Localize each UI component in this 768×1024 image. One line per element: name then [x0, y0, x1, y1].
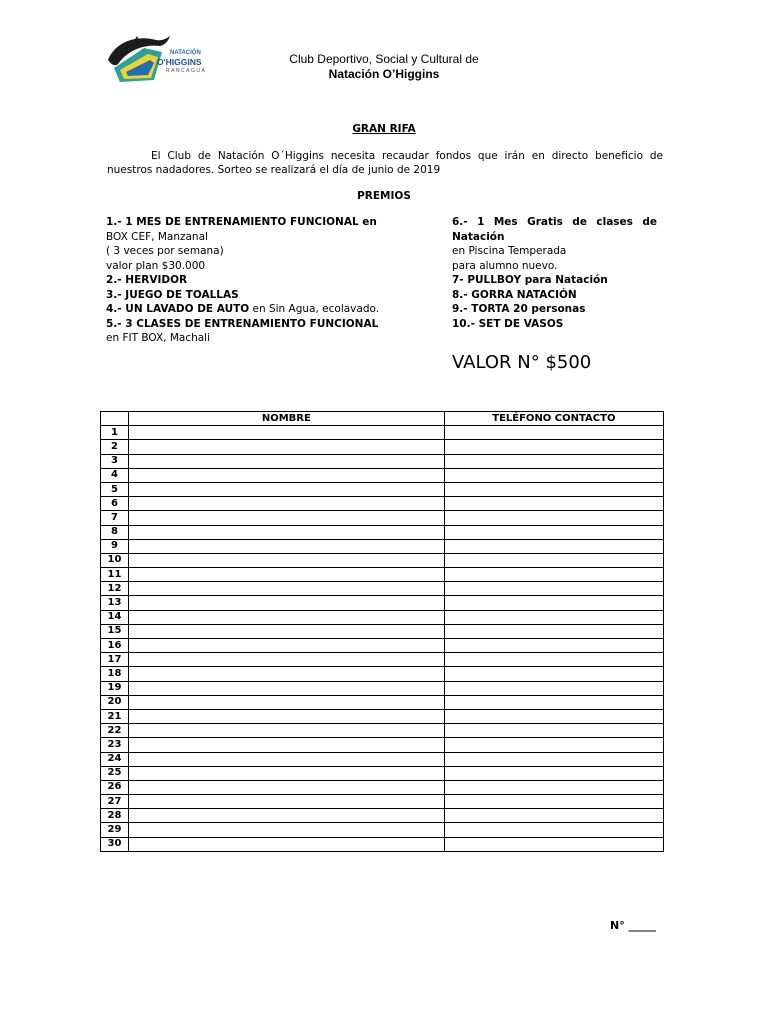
- intro-paragraph: El Club de Natación O´Higgins necesita recaudar fondos que irán en directo beneficio de nuestros nadadores. Sorteo se realizará el día de junio de 2019: [107, 150, 663, 176]
- table-row: [101, 681, 664, 695]
- logo-text-ohiggins: O'HIGGINS: [157, 57, 202, 67]
- logo-text-rancagua: RANCAGUA: [166, 68, 207, 74]
- name-cell[interactable]: [128, 724, 444, 738]
- prize-left-item: [106, 215, 396, 230]
- row-number: 21: [101, 709, 129, 723]
- prize-right-item-text: en Piscina Temperada: [452, 245, 567, 257]
- header-line-1: Club Deportivo, Social y Cultural de: [289, 52, 479, 66]
- table-row: [101, 553, 664, 567]
- table-row: [101, 809, 664, 823]
- prizes-right-column: [452, 215, 657, 331]
- phone-cell[interactable]: [444, 539, 663, 553]
- prize-left-item: [106, 259, 396, 274]
- row-number: 13: [101, 596, 129, 610]
- prize-right-item-text: 9.- TORTA 20 personas: [452, 303, 586, 315]
- name-cell[interactable]: [128, 823, 444, 837]
- name-cell[interactable]: [128, 780, 444, 794]
- table-header-row: [101, 412, 664, 426]
- phone-cell[interactable]: [444, 468, 663, 482]
- row-number: 28: [101, 809, 129, 823]
- phone-cell[interactable]: [444, 738, 663, 752]
- phone-cell[interactable]: [444, 667, 663, 681]
- row-number: 22: [101, 724, 129, 738]
- phone-cell[interactable]: [444, 525, 663, 539]
- phone-cell[interactable]: [444, 553, 663, 567]
- name-cell[interactable]: [128, 582, 444, 596]
- prize-right-item-text: 8.- GORRA NATACIÓN: [452, 288, 577, 301]
- phone-cell[interactable]: [444, 596, 663, 610]
- prizes-heading: PREMIOS: [357, 190, 411, 202]
- table-row: [101, 596, 664, 610]
- phone-cell[interactable]: [444, 681, 663, 695]
- phone-cell[interactable]: [444, 610, 663, 624]
- row-number: 14: [101, 610, 129, 624]
- prize-left-item-text: 1.- 1 MES DE ENTRENAMIENTO FUNCIONAL en: [106, 216, 377, 228]
- prize-left-item: [106, 230, 396, 245]
- prize-left-item-text: 5.- 3 CLASES DE ENTRENAMIENTO FUNCIONAL: [106, 317, 379, 330]
- logo-text-natacion: NATACIÓN: [170, 50, 201, 56]
- row-number: 3: [101, 454, 129, 468]
- prize-right-item: [452, 273, 657, 288]
- phone-cell[interactable]: [444, 454, 663, 468]
- name-cell[interactable]: [128, 568, 444, 582]
- name-cell[interactable]: [128, 653, 444, 667]
- row-number: 20: [101, 695, 129, 709]
- prize-right-item-text: 10.- SET DE VASOS: [452, 317, 564, 330]
- prize-right-item-text: para alumno nuevo.: [452, 259, 558, 272]
- phone-cell[interactable]: [444, 795, 663, 809]
- phone-cell[interactable]: [444, 709, 663, 723]
- table-header-name: NOMBRE: [128, 412, 444, 426]
- row-number: 27: [101, 795, 129, 809]
- table-row: [101, 752, 664, 766]
- phone-cell[interactable]: [444, 639, 663, 653]
- prize-left-item: [106, 331, 396, 346]
- row-number: 23: [101, 738, 129, 752]
- phone-cell[interactable]: [444, 497, 663, 511]
- prize-left-item: [106, 317, 396, 332]
- prize-left-item-text: BOX CEF, Manzanal: [106, 230, 208, 243]
- prizes-left-column: [106, 215, 396, 346]
- table-row: [101, 525, 664, 539]
- prize-left-item-text: 2.- HERVIDOR: [106, 274, 188, 286]
- name-cell[interactable]: [128, 525, 444, 539]
- name-cell[interactable]: [128, 681, 444, 695]
- prize-right-item-text: Natación: [452, 230, 505, 243]
- table-row: [101, 780, 664, 794]
- prize-left-item: [106, 244, 396, 259]
- ticket-price: VALOR N° $500: [452, 352, 592, 373]
- table-row: [101, 468, 664, 482]
- prize-right-item: [452, 215, 657, 230]
- table-row: [101, 738, 664, 752]
- phone-cell[interactable]: [444, 837, 663, 851]
- name-cell[interactable]: [128, 695, 444, 709]
- prize-left-item-text: valor plan $30.000: [106, 259, 206, 272]
- name-cell[interactable]: [128, 667, 444, 681]
- prize-left-item-text: 3.- JUEGO DE TOALLAS: [106, 288, 239, 301]
- table-row: [101, 568, 664, 582]
- table-row: [101, 426, 664, 440]
- phone-cell[interactable]: [444, 724, 663, 738]
- phone-cell[interactable]: [444, 482, 663, 496]
- prize-right-item-text: 6.- 1 Mes Gratis de clases de: [452, 216, 657, 228]
- phone-cell[interactable]: [444, 752, 663, 766]
- name-cell[interactable]: [128, 511, 444, 525]
- table-row: [101, 539, 664, 553]
- prize-right-item: [452, 259, 657, 274]
- name-cell[interactable]: [128, 468, 444, 482]
- row-number: 25: [101, 766, 129, 780]
- prize-right-item: [452, 244, 657, 259]
- prize-right-item-text: 7- PULLBOY para Natación: [452, 274, 608, 286]
- phone-cell[interactable]: [444, 653, 663, 667]
- name-cell[interactable]: [128, 454, 444, 468]
- prize-left-item-text: en FIT BOX, Machali: [106, 332, 211, 344]
- row-number: 30: [101, 837, 129, 851]
- row-number: 24: [101, 752, 129, 766]
- phone-cell[interactable]: [444, 823, 663, 837]
- row-number: 9: [101, 539, 129, 553]
- row-number: 19: [101, 681, 129, 695]
- table-header-phone: TELÉFONO CONTACTO: [444, 412, 663, 426]
- name-cell[interactable]: [128, 610, 444, 624]
- phone-cell[interactable]: [444, 440, 663, 454]
- phone-cell[interactable]: [444, 426, 663, 440]
- row-number: 18: [101, 667, 129, 681]
- row-number: 8: [101, 525, 129, 539]
- phone-cell[interactable]: [444, 568, 663, 582]
- row-number: 16: [101, 639, 129, 653]
- prize-left-item: [106, 273, 396, 288]
- table-row: [101, 624, 664, 638]
- table-row: [101, 795, 664, 809]
- table-row: [101, 610, 664, 624]
- ticket-number-label: N° _____: [610, 919, 657, 932]
- table-row: [101, 440, 664, 454]
- prize-right-item: [452, 230, 657, 245]
- name-cell[interactable]: [128, 482, 444, 496]
- prize-right-item: [452, 288, 657, 303]
- prize-left-item-text: 4.- UN LAVADO DE AUTO: [106, 303, 250, 315]
- table-header-number: [101, 412, 129, 426]
- phone-cell[interactable]: [444, 695, 663, 709]
- name-cell[interactable]: [128, 624, 444, 638]
- header-line-2: Natación O’Higgins: [328, 67, 440, 81]
- prize-left-item-suffix: en Sin Agua, ecolavado.: [249, 303, 380, 315]
- name-cell[interactable]: [128, 497, 444, 511]
- row-number: 12: [101, 582, 129, 596]
- phone-cell[interactable]: [444, 809, 663, 823]
- table-row: [101, 482, 664, 496]
- row-number: 6: [101, 497, 129, 511]
- name-cell[interactable]: [128, 752, 444, 766]
- name-cell[interactable]: [128, 426, 444, 440]
- row-number: 2: [101, 440, 129, 454]
- name-cell[interactable]: [128, 440, 444, 454]
- name-cell[interactable]: [128, 539, 444, 553]
- row-number: 5: [101, 482, 129, 496]
- name-cell[interactable]: [128, 596, 444, 610]
- table-row: [101, 582, 664, 596]
- prize-right-item: [452, 302, 657, 317]
- phone-cell[interactable]: [444, 780, 663, 794]
- table-row: [101, 497, 664, 511]
- name-cell[interactable]: [128, 837, 444, 851]
- name-cell[interactable]: [128, 639, 444, 653]
- row-number: 29: [101, 823, 129, 837]
- table-row: [101, 511, 664, 525]
- phone-cell[interactable]: [444, 766, 663, 780]
- phone-cell[interactable]: [444, 582, 663, 596]
- table-row: [101, 695, 664, 709]
- document-title: GRAN RIFA: [352, 123, 416, 135]
- table-row: [101, 667, 664, 681]
- table-row: [101, 709, 664, 723]
- participants-table: [100, 411, 664, 852]
- prize-left-item: [106, 302, 396, 317]
- row-number: 1: [101, 426, 129, 440]
- prize-left-item: [106, 288, 396, 303]
- row-number: 26: [101, 780, 129, 794]
- row-number: 11: [101, 568, 129, 582]
- prize-left-item-text: ( 3 veces por semana): [106, 245, 224, 257]
- table-row: [101, 639, 664, 653]
- name-cell[interactable]: [128, 809, 444, 823]
- row-number: 4: [101, 468, 129, 482]
- table-row: [101, 454, 664, 468]
- name-cell[interactable]: [128, 795, 444, 809]
- name-cell[interactable]: [128, 709, 444, 723]
- row-number: 17: [101, 653, 129, 667]
- prize-right-item: [452, 317, 657, 332]
- table-row: [101, 653, 664, 667]
- table-row: [101, 766, 664, 780]
- phone-cell[interactable]: [444, 624, 663, 638]
- table-row: [101, 724, 664, 738]
- row-number: 10: [101, 553, 129, 567]
- name-cell[interactable]: [128, 553, 444, 567]
- table-row: [101, 823, 664, 837]
- table-row: [101, 837, 664, 851]
- name-cell[interactable]: [128, 766, 444, 780]
- row-number: 15: [101, 624, 129, 638]
- name-cell[interactable]: [128, 738, 444, 752]
- row-number: 7: [101, 511, 129, 525]
- phone-cell[interactable]: [444, 511, 663, 525]
